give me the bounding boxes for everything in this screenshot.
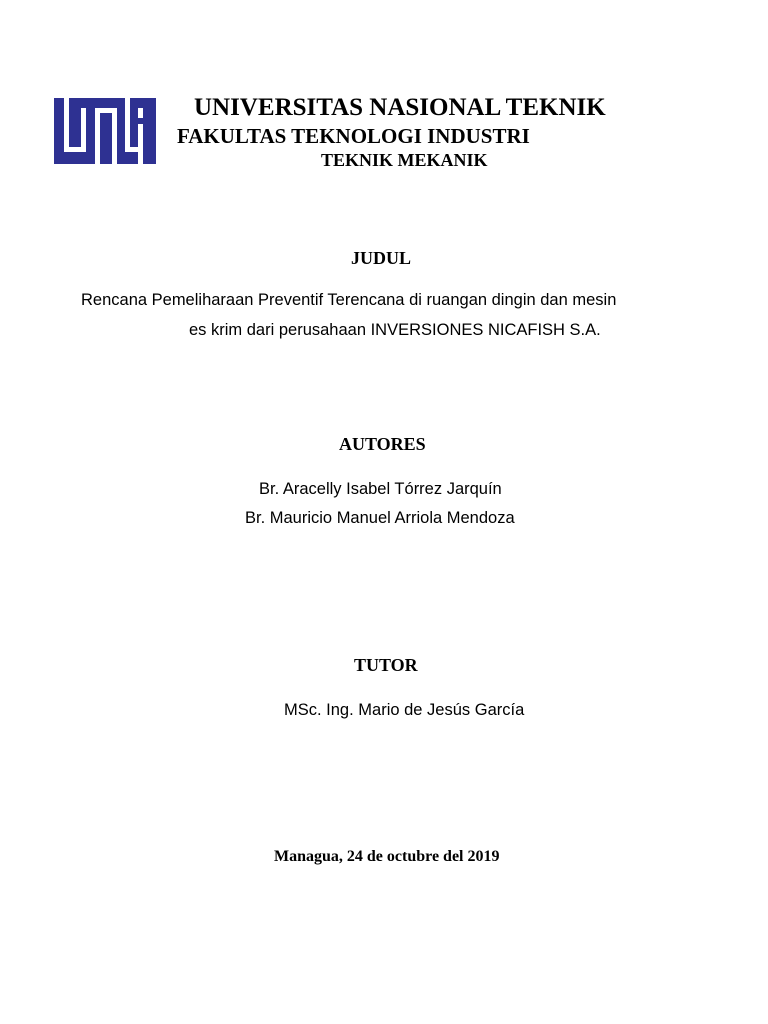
uni-logo-icon bbox=[54, 98, 156, 164]
judul-heading: JUDUL bbox=[351, 248, 412, 268]
autores-heading: AUTORES bbox=[339, 434, 426, 454]
university-name: UNIVERSITAS NASIONAL TEKNIK bbox=[194, 94, 606, 121]
author-name: Br. Aracelly Isabel Tórrez Jarquín bbox=[259, 480, 502, 498]
tutor-heading: TUTOR bbox=[354, 655, 418, 675]
thesis-title-line-2: es krim dari perusahaan INVERSIONES NICAFISH S.A. bbox=[189, 321, 601, 339]
thesis-title-line-1: Rencana Pemeliharaan Preventif Terencana di ruangan dingin dan mesin bbox=[81, 291, 617, 309]
tutor-name: MSc. Ing. Mario de Jesús García bbox=[284, 701, 525, 719]
faculty-name: FAKULTAS TEKNOLOGI INDUSTRI bbox=[177, 124, 530, 148]
place-date: Managua, 24 de octubre del 2019 bbox=[274, 848, 500, 865]
department-name: TEKNIK MEKANIK bbox=[321, 150, 488, 170]
author-name: Br. Mauricio Manuel Arriola Mendoza bbox=[245, 509, 515, 527]
